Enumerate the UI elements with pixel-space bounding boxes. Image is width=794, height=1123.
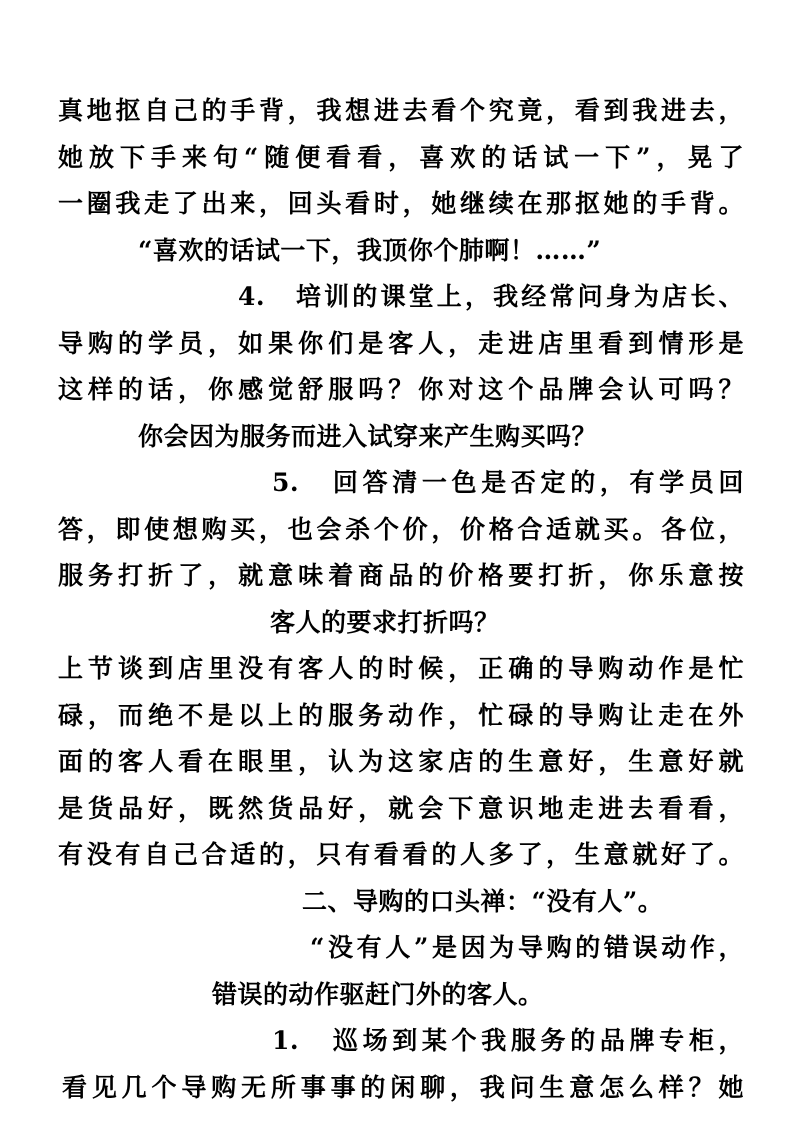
text-line: 你会因为服务而进入试穿来产生购买吗？ [138, 421, 598, 451]
text-line: “没有人”是因为导购的错误动作， [310, 933, 744, 962]
text-line: 真地抠自己的手背，我想进去看个究竟，看到我进去， [58, 96, 744, 125]
text-line: 客人的要求打折吗？ [270, 607, 500, 637]
section-heading: 二、导购的口头禅：“没有人”。 [302, 886, 664, 916]
text-line: 面的客人看在眼里，认为这家店的生意好，生意好就 [58, 747, 744, 776]
text-line: 答，即使想购买，也会杀个价，价格合适就买。各位， [58, 514, 744, 544]
text-line: 一圈我走了出来，回头看时，她继续在那抠她的手背。 [58, 189, 744, 218]
text-line: “喜欢的话试一下，我顶你个肺啊！……” [138, 235, 602, 265]
text-line: 导购的学员，如果你们是客人，走进店里看到情形是 [58, 328, 744, 358]
text-line: 服务打折了，就意味着商品的价格要打折，你乐意按 [58, 561, 744, 590]
list-item-5: 5. 回答清一色是否定的，有学员回 [272, 468, 744, 497]
text-line: 她放下手来句“随便看看，喜欢的话试一下”，晃了 [58, 142, 744, 172]
text-line: 看见几个导购无所事事的闲聊，我问生意怎么样？她 [62, 1072, 744, 1102]
text-line: 是货品好，既然货品好，就会下意识地走进去看看， [58, 793, 744, 823]
list-item-1: 1. 巡场到某个我服务的品牌专柜， [272, 1026, 744, 1055]
text-line: 这样的话，你感觉舒服吗？你对这个品牌会认可吗？ [58, 375, 744, 404]
text-line: 错误的动作驱赶门外的客人。 [212, 979, 544, 1009]
text-line: 碌，而绝不是以上的服务动作，忙碌的导购让走在外 [58, 700, 744, 730]
text-line: 有没有自己合适的，只有看看的人多了，生意就好了。 [58, 840, 744, 869]
text-line: 上节谈到店里没有客人的时候，正确的导购动作是忙 [58, 654, 744, 683]
list-item-4: 4. 培训的课堂上，我经常问身为店长、 [238, 282, 744, 311]
